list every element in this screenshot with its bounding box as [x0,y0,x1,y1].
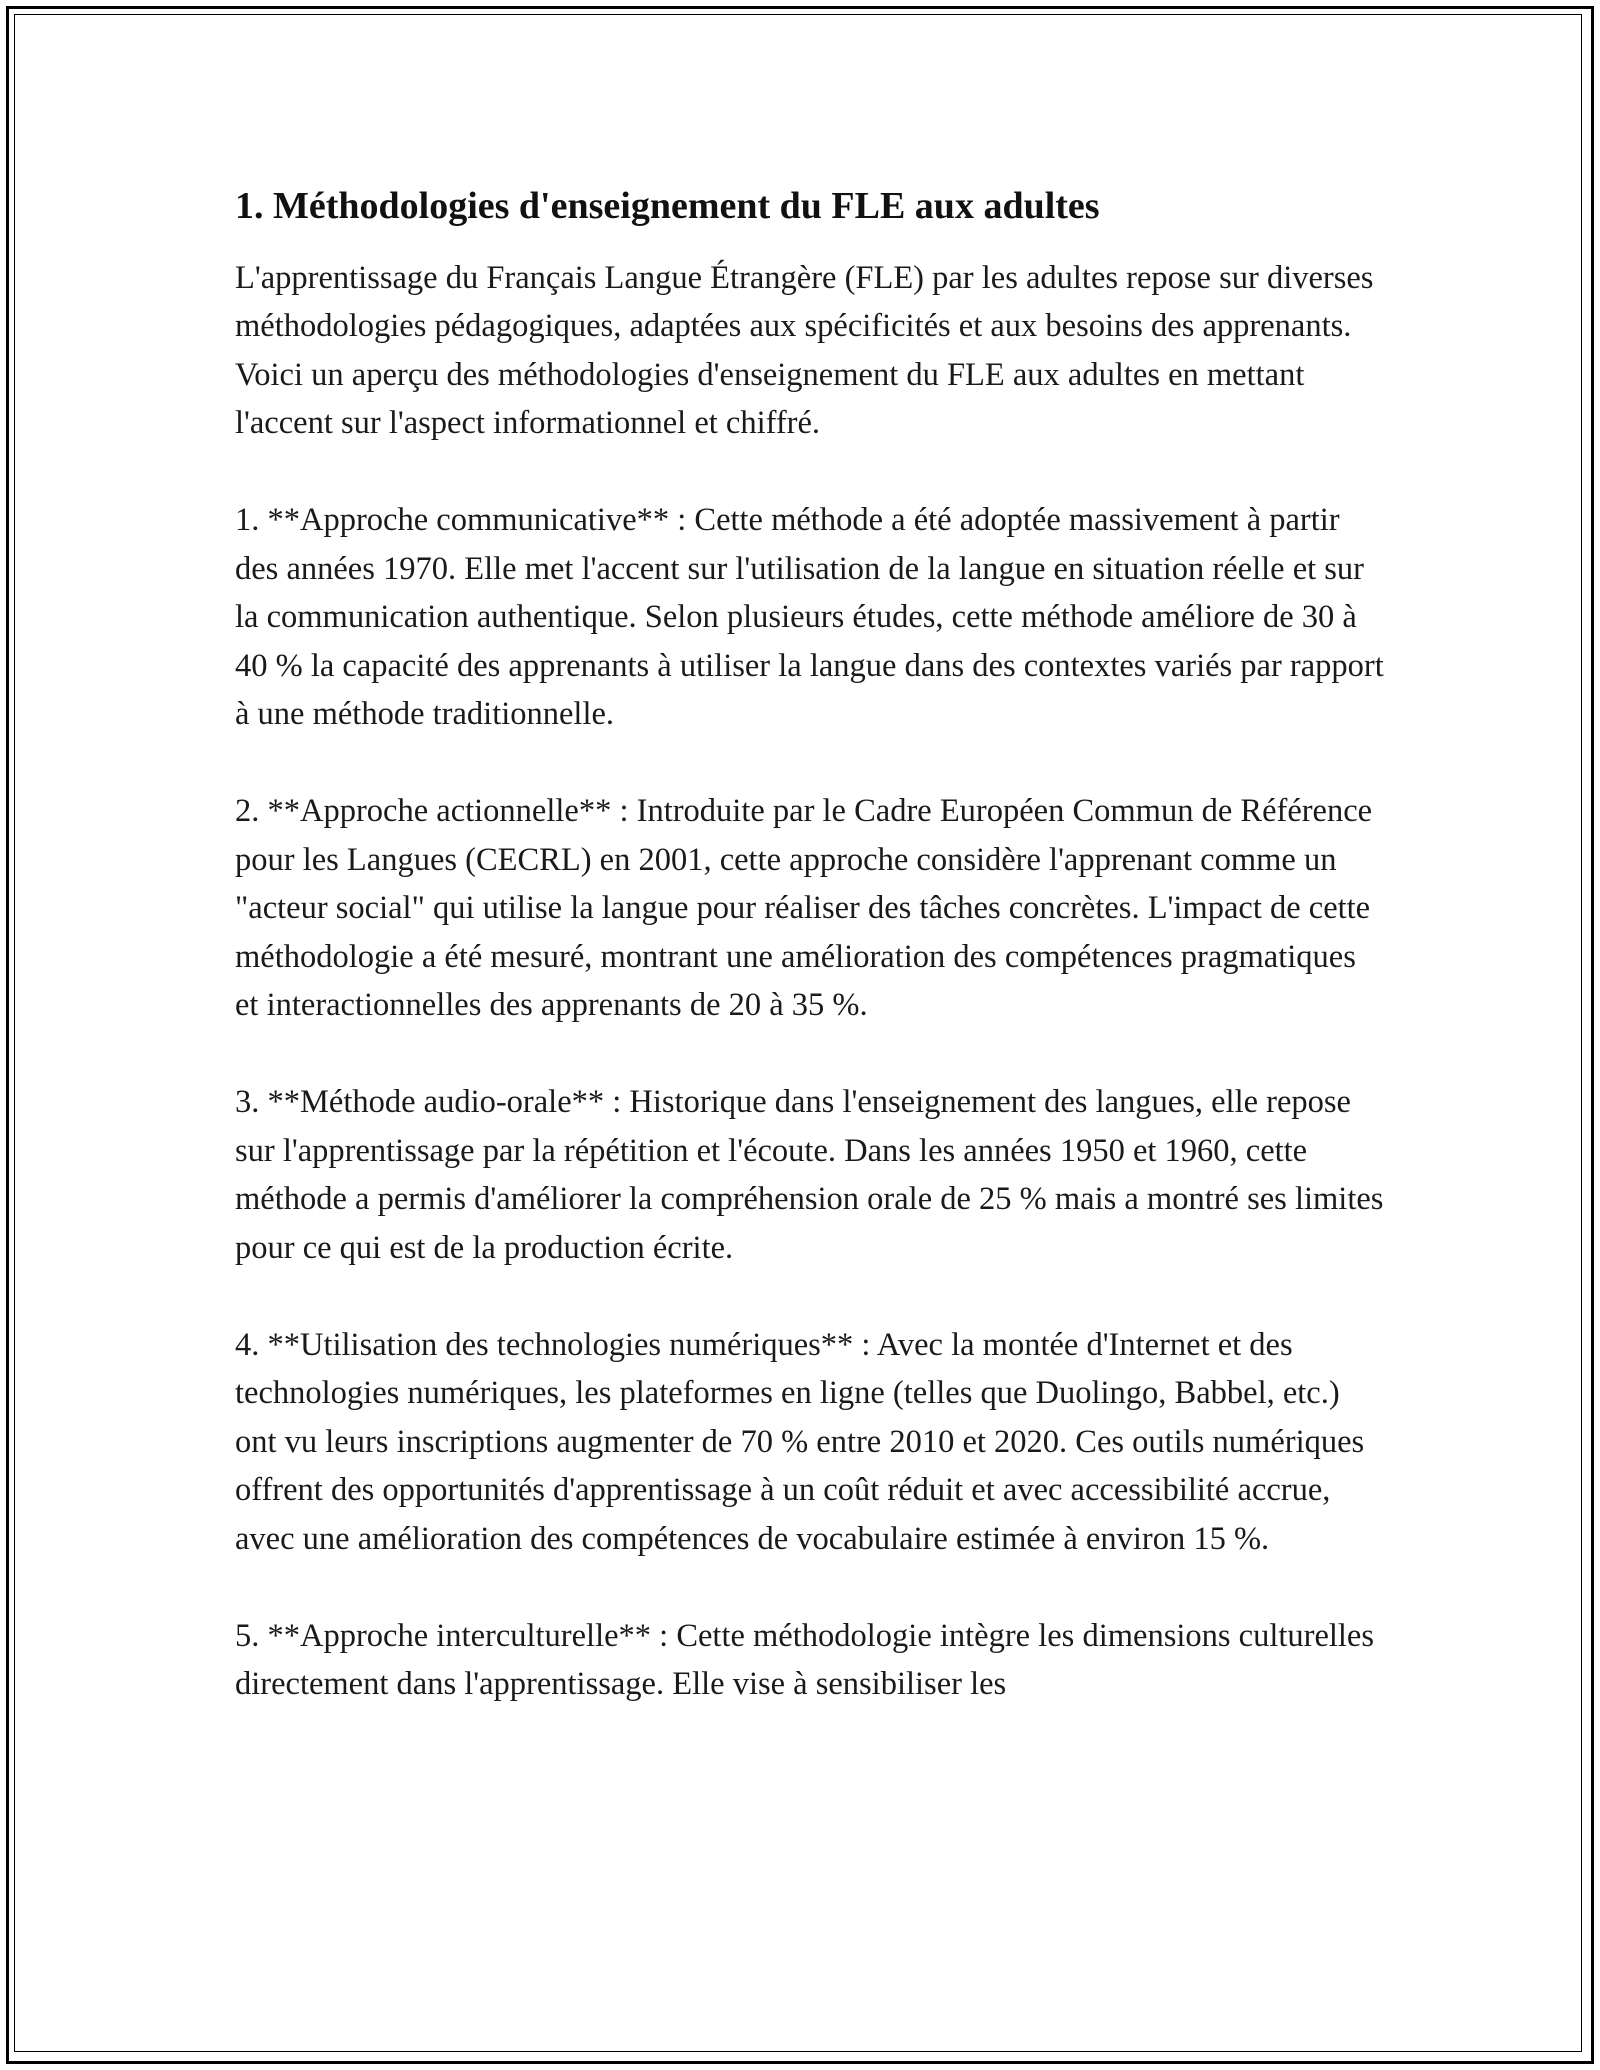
paragraph-approche-interculturelle: 5. **Approche interculturelle** : Cette méthodologie intègre les dimensions culturelles directement dans l'apprentissage. Elle vise à sensibiliser les [235,1617,1375,1703]
intro-paragraph: L'apprentissage du Français Langue Étrangère (FLE) par les adultes repose sur diverses méthodologies pédagogiques, adaptées aux spécificités et aux besoins des apprenants. Voici un aperçu des méthodologies d'enseignement du FLE aux adultes en mettant l'accent sur l'aspect informationnel et chiffré. [235,259,1374,442]
paragraph-approche-actionnelle: 2. **Approche actionnelle** : Introduite par le Cadre Européen Commun de Référence pour les Langues (CECRL) en 2001, cette approche considère l'apprenant comme un "acteur social" qui utilise la langue pour réaliser des tâches concrètes. L'impact de cette méthodologie a été mesuré, montrant une amélioration des compétences pragmatiques et interactionnelles des apprenants de 20 à 35 %. [235,793,1373,1024]
paragraph-methode-audio-orale: 3. **Méthode audio-orale** : Historique dans l'enseignement des langues, elle repose sur l'apprentissage par la répétition et l'écoute. Dans les années 1950 et 1960, cette méthode a permis d'améliorer la compréhension orale de 25 % mais a montré ses limites pour ce qui est de la production écrite. [235,1084,1384,1266]
section-heading: 1. Méthodologies d'enseignement du FLE aux adultes [235,185,1100,227]
paragraph-approche-communicative: 1. **Approche communicative** : Cette méthode a été adoptée massivement à partir des années 1970. Elle met l'accent sur l'utilisation de la langue en situation réelle et sur la communication authentique. Selon plusieurs études, cette méthode améliore de 30 à 40 % la capacité des apprenants à utiliser la langue dans des contextes variés par rapport à une méthode traditionnelle. [235,502,1384,733]
document-body [235,184,1385,1757]
paragraph-technologies-numeriques: 4. **Utilisation des technologies numériques** : Avec la montée d'Internet et des technologies numériques, les plateformes en ligne (telles que Duolingo, Babbel, etc.) ont vu leurs inscriptions augmenter de 70 % entre 2010 et 2020. Ces outils numériques offrent des opportunités d'apprentissage à un coût réduit et avec accessibilité accrue, avec une amélioration des compétences de vocabulaire estimée à environ 15 %. [235,1326,1365,1557]
